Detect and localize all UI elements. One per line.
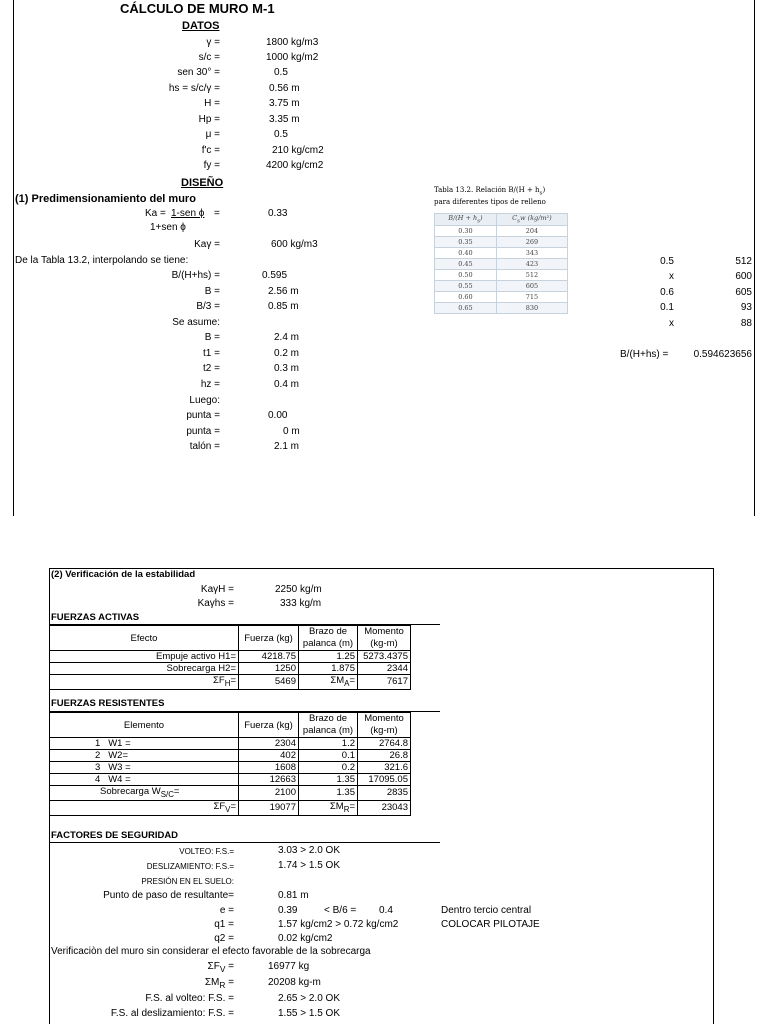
diseno-value: 0.00 <box>268 410 288 421</box>
fs-volteo-value: 2.65 > 2.0 OK <box>278 993 340 1004</box>
interp-b: 605 <box>735 287 752 298</box>
punto-resultante-value: 0.81 m <box>278 890 309 901</box>
presion-label: PRESIÓN EN EL SUELO: <box>141 877 234 886</box>
cell-brazo: 1.35 <box>299 774 358 786</box>
cell-momento: 26.8 <box>358 750 411 762</box>
interp-a: x <box>669 318 674 329</box>
diseno-value: 0.85 m <box>268 301 299 312</box>
cell-brazo: 1.25 <box>299 651 358 663</box>
diseno-value: 0.3 m <box>274 363 300 374</box>
factores-heading: FACTORES DE SEGURIDAD <box>51 830 179 841</box>
fuerzas-activas-table <box>49 625 411 690</box>
interp-result-value: 0.594623656 <box>693 349 752 360</box>
interp-b: 88 <box>740 318 752 329</box>
tabla-caption: Tabla 13.2. Relación $B/(H + h_s)$ <box>434 186 546 197</box>
volteo-label: VOLTEO: F.S.= <box>179 847 234 856</box>
fv2-value: 16977 kg <box>268 961 310 972</box>
tabla-cell: 343 <box>496 247 567 258</box>
cell-brazo: 1.35 <box>299 786 358 801</box>
tabla-cell: 204 <box>496 225 567 236</box>
datos-heading: DATOS <box>182 20 220 32</box>
table-row <box>50 762 411 774</box>
kay-value: 600 kg/m3 <box>271 239 318 250</box>
tabla-cell: 830 <box>496 302 567 313</box>
datos-label: Hp = <box>198 114 220 125</box>
table-row <box>50 738 411 750</box>
tabla-cell: 512 <box>496 269 567 280</box>
datos-label: f'c = <box>201 145 220 156</box>
tabla-row <box>435 291 568 302</box>
sum-fh-label: $\Sigma F_H=$ <box>50 675 239 690</box>
diseno-value: 0.595 <box>262 270 288 281</box>
cell-fuerza: 12663 <box>239 774 299 786</box>
volteo-value: 3.03 > 2.0 OK <box>278 845 340 856</box>
table-row <box>50 663 411 675</box>
cell-fuerza: 402 <box>239 750 299 762</box>
table-header-row <box>50 713 411 738</box>
diseno-label: B = <box>204 332 220 343</box>
diseno-heading: DISEÑO <box>181 177 224 189</box>
cell-elemento: 2 W2= <box>50 750 239 762</box>
datos-value: 1000 kg/m2 <box>266 52 319 63</box>
luego-label: Luego: <box>189 395 220 406</box>
diseno-label: punta = <box>186 426 220 437</box>
tabla-row <box>435 269 568 280</box>
table-header-row <box>50 626 411 651</box>
ka-value: 0.33 <box>268 208 288 219</box>
col-header-momento: Momento (kg-m) <box>358 713 411 738</box>
datos-value: 4200 kg/cm2 <box>266 160 324 171</box>
tabla-cell: 0.65 <box>435 302 497 313</box>
tabla-caption-2: para diferentes tipos de relleno <box>434 198 546 207</box>
tabla-header-row <box>435 214 568 225</box>
tabla-row <box>435 280 568 291</box>
col-header-fuerza: Fuerza (kg) <box>239 713 299 738</box>
diseno-value: 2.1 m <box>274 441 300 452</box>
deslizamiento-value: 1.74 > 1.5 OK <box>278 860 340 871</box>
diseno-label: t1 = <box>203 348 220 359</box>
tabla-cell: 0.45 <box>435 258 497 269</box>
datos-label: sen 30° = <box>177 67 220 78</box>
interp-b: 93 <box>740 302 752 313</box>
datos-value: 0.5 <box>274 129 288 140</box>
q2-label: q2 = <box>214 933 234 944</box>
tabla-13-2 <box>434 186 574 314</box>
table-row <box>50 786 411 801</box>
mr2-value: 20208 kg-m <box>268 977 321 988</box>
col-header-momento: Momento (kg-m) <box>358 626 411 651</box>
tabla-cell: 0.50 <box>435 269 497 280</box>
diseno-label: punta = <box>186 410 220 421</box>
kayhs-value: 333 kg/m <box>280 598 322 609</box>
datos-label: fy = <box>203 160 220 171</box>
tabla-row <box>435 258 568 269</box>
tabla-cell: 0.55 <box>435 280 497 291</box>
datos-value: 0.5 <box>274 67 288 78</box>
interp-a: 0.1 <box>660 302 674 313</box>
col-header-brazo: Brazo de palanca (m) <box>299 626 358 651</box>
fs-deslizamiento-label: F.S. al deslizamiento: F.S. = <box>110 1008 234 1019</box>
datos-value: 0.56 m <box>269 83 300 94</box>
cell-momento: 2344 <box>358 663 411 675</box>
diseno-label: B/(H+hs) = <box>171 270 220 281</box>
col-header-elemento: Elemento <box>50 713 239 738</box>
sum-mr-label: $\Sigma M_R=$ <box>299 800 358 815</box>
tabla-cell: 269 <box>496 236 567 247</box>
diseno-value: 2.4 m <box>274 332 300 343</box>
interp-a: 0.5 <box>660 256 674 267</box>
datos-value: 210 kg/cm2 <box>272 145 324 156</box>
interp-b: 600 <box>735 271 752 282</box>
diseno-value: 0.4 m <box>274 379 300 390</box>
sum-fv-value: 19077 <box>239 800 299 815</box>
datos-label: s/c = <box>198 52 220 63</box>
diseno-value: 0.2 m <box>274 348 300 359</box>
fs-volteo-label: F.S. al volteo: F.S. = <box>145 993 234 1004</box>
pilotaje-note: COLOCAR PILOTAJE <box>441 919 540 930</box>
deslizamiento-label: DESLIZAMIENTO: F.S.= <box>146 862 234 871</box>
kayhs-label: Kaγhs = <box>197 598 234 609</box>
datos-label: hs = s/c/γ = <box>168 83 220 94</box>
table-sum-row <box>50 800 411 815</box>
page1-left-border <box>13 0 14 516</box>
interp-result-label: B/(H+hs) = <box>620 349 669 360</box>
sum-ma-label: $\Sigma M_A=$ <box>299 675 358 690</box>
diseno-label: B = <box>204 286 220 297</box>
ka-equals: = <box>214 208 220 219</box>
tabla-row <box>435 225 568 236</box>
diseno-value: 0 m <box>283 426 300 437</box>
q2-value: 0.02 kg/cm2 <box>278 933 333 944</box>
cell-elemento: 4 W4 = <box>50 774 239 786</box>
interp-a: x <box>669 271 674 282</box>
cell-sobrecarga: Sobrecarga $W_{S/C}=$ <box>50 786 239 801</box>
kayh-value: 2250 kg/m <box>275 584 322 595</box>
e-value: 0.39 <box>278 905 298 916</box>
tabla-row <box>435 236 568 247</box>
cell-fuerza: 2100 <box>239 786 299 801</box>
cell-momento: 2835 <box>358 786 411 801</box>
cell-fuerza: 2304 <box>239 738 299 750</box>
fuerzas-resistentes-heading: FUERZAS RESISTENTES <box>51 698 165 709</box>
tabla-col-header: $C_sw$ (kg/m²) <box>496 214 567 225</box>
datos-value: 1800 kg/m3 <box>266 37 319 48</box>
tabla-cell: 0.40 <box>435 247 497 258</box>
cell-elemento: 3 W3 = <box>50 762 239 774</box>
tabla-note: De la Tabla 13.2, interpolando se tiene: <box>15 255 189 266</box>
col-header-brazo: Brazo de palanca (m) <box>299 713 358 738</box>
table-row <box>50 750 411 762</box>
mr2-label: $\Sigma M_R$ = <box>204 977 234 990</box>
table-row <box>50 774 411 786</box>
b6-value: 0.4 <box>379 905 393 916</box>
section-predimensionamiento: (1) Predimensionamiento del muro <box>15 193 196 205</box>
tabla-cell: 0.60 <box>435 291 497 302</box>
page1-right-border <box>754 0 755 516</box>
diseno-label: B/3 = <box>196 301 220 312</box>
verificacion-heading: (2) Verificación de la estabilidad <box>51 569 196 580</box>
diseno-label: t2 = <box>203 363 220 374</box>
kay-label: Kaγ = <box>194 239 220 250</box>
tabla-cell: 0.30 <box>435 225 497 236</box>
page2-right-border <box>713 568 714 1024</box>
tabla-cell: 715 <box>496 291 567 302</box>
tabla-13-2-grid <box>434 213 568 313</box>
cell-momento: 2764.8 <box>358 738 411 750</box>
datos-label: H = <box>204 98 220 109</box>
datos-label: γ = <box>206 37 220 48</box>
sum-ma-value: 7617 <box>358 675 411 690</box>
interp-a: 0.6 <box>660 287 674 298</box>
cell-brazo: 1.2 <box>299 738 358 750</box>
cell-elemento: 1 W1 = <box>50 738 239 750</box>
e-label: e = <box>219 905 234 916</box>
datos-value: 3.75 m <box>269 98 300 109</box>
ka-label: Ka = <box>145 208 166 219</box>
datos-value: 3.35 m <box>269 114 300 125</box>
cell-momento: 5273.4375 <box>358 651 411 663</box>
q1-value: 1.57 kg/cm2 > 0.72 kg/cm2 <box>278 919 399 930</box>
fs-deslizamiento-value: 1.55 > 1.5 OK <box>278 1008 340 1019</box>
cell-brazo: 1.875 <box>299 663 358 675</box>
cell-fuerza: 1608 <box>239 762 299 774</box>
cell-efecto: Sobrecarga H2= <box>50 663 239 675</box>
table-row <box>50 651 411 663</box>
fuerzas-resistentes-table <box>49 712 411 816</box>
col-header-efecto: Efecto <box>50 626 239 651</box>
tabla-row <box>435 247 568 258</box>
tabla-cell: 423 <box>496 258 567 269</box>
ka-denominator: 1+sen ϕ <box>150 222 186 233</box>
se-asume-label: Se asume: <box>172 317 220 328</box>
ka-numerator: 1-sen ϕ <box>171 208 205 219</box>
cell-efecto: Empuje activo H1= <box>50 651 239 663</box>
diseno-value: 2.56 m <box>268 286 299 297</box>
tabla-row <box>435 302 568 313</box>
cell-fuerza: 1250 <box>239 663 299 675</box>
kayh-label: KaγH = <box>200 584 234 595</box>
tabla-col-header: $B/(H + h_s)$ <box>435 214 497 225</box>
tabla-cell: 0.35 <box>435 236 497 247</box>
b6-label: < B/6 = <box>324 905 357 916</box>
cell-fuerza: 4218.75 <box>239 651 299 663</box>
diseno-label: hz = <box>200 379 220 390</box>
cell-momento: 321.6 <box>358 762 411 774</box>
col-header-fuerza: Fuerza (kg) <box>239 626 299 651</box>
table-sum-row <box>50 675 411 690</box>
diseno-label: talón = <box>189 441 220 452</box>
cell-momento: 17095.05 <box>358 774 411 786</box>
sum-fh-value: 5469 <box>239 675 299 690</box>
fv2-label: $\Sigma F_V$ = <box>207 961 234 974</box>
q1-label: q1 = <box>214 919 234 930</box>
punto-resultante-label: Punto de paso de resultante= <box>103 890 234 901</box>
tabla-cell: 605 <box>496 280 567 291</box>
interp-b: 512 <box>735 256 752 267</box>
cell-brazo: 0.1 <box>299 750 358 762</box>
page-title: CÁLCULO DE MURO M-1 <box>120 1 275 16</box>
cell-brazo: 0.2 <box>299 762 358 774</box>
datos-label: μ = <box>205 129 220 140</box>
sum-mr-value: 23043 <box>358 800 411 815</box>
fuerzas-activas-heading: FUERZAS ACTIVAS <box>51 612 140 623</box>
divider <box>49 842 440 843</box>
sum-fv-label: $\Sigma F_V=$ <box>50 800 239 815</box>
tercio-central-note: Dentro tercio central <box>441 905 532 916</box>
sin-sobrecarga-note: Verificaciòn del muro sin considerar el efecto favorable de la sobrecarga <box>51 946 371 957</box>
